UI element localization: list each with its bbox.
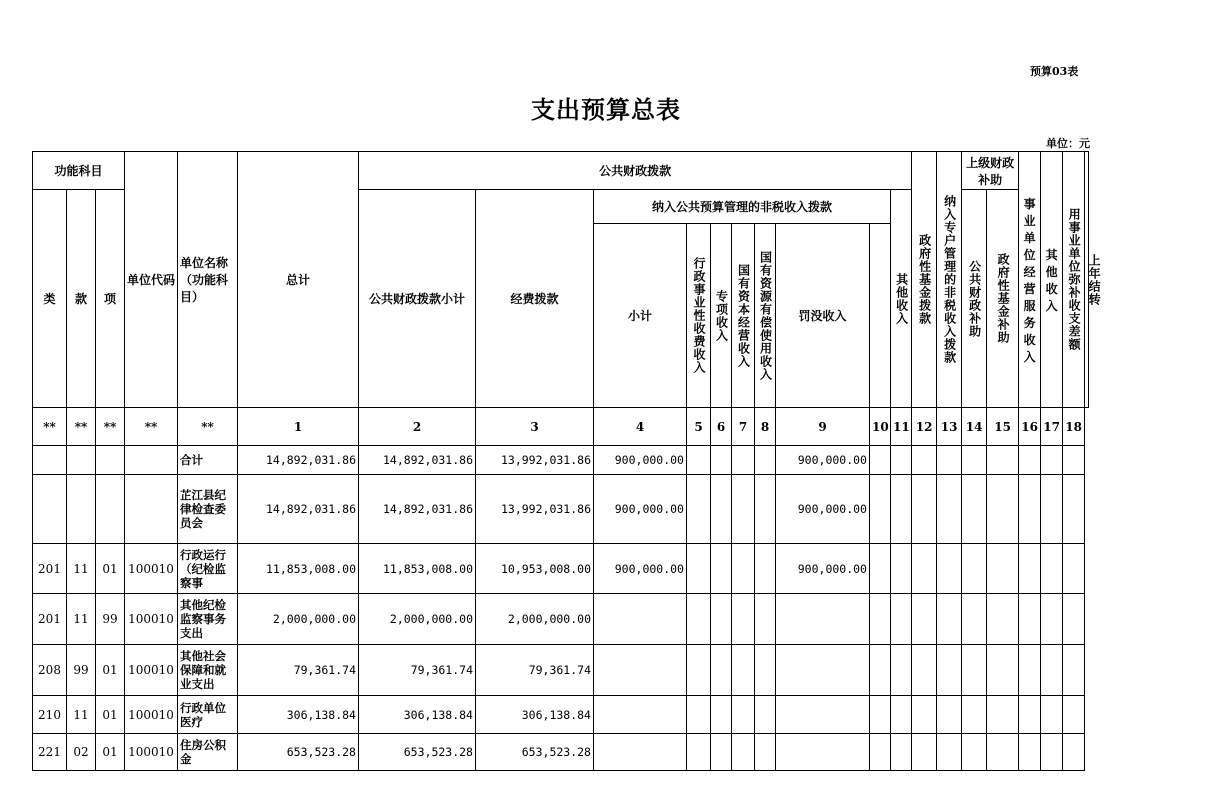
public-subsidy-cell xyxy=(937,734,962,771)
total-header: 总计 xyxy=(238,152,359,408)
deficit-header xyxy=(1063,152,1085,408)
special-nontax-cell xyxy=(912,594,937,645)
xiang-header: 项 xyxy=(96,190,125,408)
penalty-cell: 900,000.00 xyxy=(776,475,870,544)
lei-cell: 201 xyxy=(33,544,67,594)
carryover-label: 上年结转 xyxy=(1087,253,1102,306)
other-income-cell xyxy=(870,645,891,696)
public-subsidy-cell xyxy=(937,475,962,544)
other-cell xyxy=(1019,544,1041,594)
admin-fee-cell xyxy=(687,734,711,771)
gov-fund-cell xyxy=(891,734,912,771)
funding-cell: 10,953,008.00 xyxy=(476,544,594,594)
public-subsidy-header xyxy=(962,190,987,408)
gov-fund-subsidy-cell xyxy=(962,544,987,594)
page-title: 支出预算总表 xyxy=(531,95,681,124)
index-cell: 6 xyxy=(711,408,732,446)
funding-cell: 653,523.28 xyxy=(476,734,594,771)
business-cell xyxy=(987,475,1019,544)
pf-subtotal-cell: 11,853,008.00 xyxy=(359,544,476,594)
code-cell xyxy=(125,475,178,544)
state-capital-cell xyxy=(732,734,755,771)
state-resource-cell xyxy=(755,696,776,734)
state-resource-cell xyxy=(755,446,776,475)
carryover-cell xyxy=(1063,446,1085,475)
deficit-label: 用事业单位弥补收支差额 xyxy=(1067,208,1082,351)
business-cell xyxy=(987,696,1019,734)
code-cell: 100010 xyxy=(125,734,178,771)
penalty-cell xyxy=(776,734,870,771)
table-row xyxy=(33,594,1089,645)
index-cell: 3 xyxy=(476,408,594,446)
state-capital-cell xyxy=(732,475,755,544)
penalty-cell xyxy=(776,594,870,645)
business-header: 事业单位经营服务收入 xyxy=(1019,152,1041,408)
other-income-cell xyxy=(870,734,891,771)
gov-fund-subsidy-cell xyxy=(962,446,987,475)
total-cell: 11,853,008.00 xyxy=(238,544,359,594)
special-nontax-cell xyxy=(912,544,937,594)
other-cell xyxy=(1019,645,1041,696)
deficit-cell xyxy=(1041,696,1063,734)
index-cell: 8 xyxy=(755,408,776,446)
code-cell xyxy=(125,446,178,475)
gov-fund-label: 政府性基金拨款 xyxy=(917,234,932,325)
gov-fund-cell xyxy=(891,645,912,696)
index-cell: 7 xyxy=(732,408,755,446)
name-cell: 其他社会保障和就业支出 xyxy=(178,645,238,696)
penalty-cell xyxy=(776,696,870,734)
lei-header: 类 xyxy=(33,190,67,408)
special-nontax-cell xyxy=(912,734,937,771)
lei-cell: 221 xyxy=(33,734,67,771)
table-row xyxy=(33,645,1089,696)
admin-fee-label: 行政事业性收费收入 xyxy=(692,257,706,374)
business-cell xyxy=(987,645,1019,696)
total-cell: 14,892,031.86 xyxy=(238,475,359,544)
index-cell: 12 xyxy=(912,408,937,446)
gov-fund-cell xyxy=(891,446,912,475)
gov-fund-cell xyxy=(891,544,912,594)
func-subject-header: 功能科目 xyxy=(33,152,125,190)
xiang-cell: 01 xyxy=(96,734,125,771)
other-income-cell xyxy=(870,475,891,544)
state-resource-cell xyxy=(755,645,776,696)
funding-cell: 2,000,000.00 xyxy=(476,594,594,645)
state-resource-label: 国有资源有偿使用收入 xyxy=(758,250,773,381)
funding-cell: 13,992,031.86 xyxy=(476,475,594,544)
admin-fee-cell xyxy=(687,446,711,475)
name-cell: 行政单位医疗 xyxy=(178,696,238,734)
index-cell: ** xyxy=(178,408,238,446)
gov-fund-cell xyxy=(891,594,912,645)
gov-fund-subsidy-label: 政府性基金补助 xyxy=(996,253,1011,344)
index-cell: 10 xyxy=(870,408,891,446)
public-subsidy-cell xyxy=(937,544,962,594)
index-cell: 14 xyxy=(962,408,987,446)
funding-cell: 13,992,031.86 xyxy=(476,446,594,475)
index-cell: 18 xyxy=(1063,408,1085,446)
kuan-header: 款 xyxy=(67,190,96,408)
name-cell: 行政运行（纪检监察事 xyxy=(178,544,238,594)
lei-cell xyxy=(33,446,67,475)
pf-subtotal-header: 公共财政拨款小计 xyxy=(359,190,476,408)
special-nontax-header xyxy=(937,152,962,408)
lei-cell xyxy=(33,475,67,544)
nt-subtotal-cell: 900,000.00 xyxy=(594,446,687,475)
deficit-cell xyxy=(1041,475,1063,544)
name-cell: 芷江县纪律检查委员会 xyxy=(178,475,238,544)
business-cell xyxy=(987,446,1019,475)
gov-fund-cell xyxy=(891,475,912,544)
pf-subtotal-cell: 14,892,031.86 xyxy=(359,475,476,544)
header-row-1 xyxy=(33,152,1089,190)
table-row xyxy=(33,446,1089,475)
admin-fee-header xyxy=(687,224,711,408)
nt-subtotal-header: 小计 xyxy=(594,224,687,408)
index-cell: 5 xyxy=(687,408,711,446)
state-capital-cell xyxy=(732,645,755,696)
index-cell: ** xyxy=(125,408,178,446)
special-cell xyxy=(711,446,732,475)
nt-subtotal-cell xyxy=(594,645,687,696)
name-cell: 住房公积金 xyxy=(178,734,238,771)
kuan-cell: 11 xyxy=(67,544,96,594)
carryover-header xyxy=(1085,152,1102,408)
table-row xyxy=(33,696,1089,734)
other-cell xyxy=(1019,475,1041,544)
other-income-label: 其他收入 xyxy=(894,272,909,325)
lei-cell: 210 xyxy=(33,696,67,734)
index-cell: 9 xyxy=(776,408,870,446)
special-nontax-cell xyxy=(912,475,937,544)
carryover-cell xyxy=(1063,594,1085,645)
other-income-cell xyxy=(870,544,891,594)
index-cell: 11 xyxy=(891,408,912,446)
gov-fund-subsidy-cell xyxy=(962,696,987,734)
lei-cell: 208 xyxy=(33,645,67,696)
unit-code-header: 单位代码 xyxy=(125,152,178,408)
state-resource-cell xyxy=(755,544,776,594)
index-row xyxy=(33,408,1089,446)
other-income-cell xyxy=(870,594,891,645)
index-cell: 16 xyxy=(1019,408,1041,446)
other-header: 其他收入 xyxy=(1041,152,1063,408)
penalty-cell: 900,000.00 xyxy=(776,446,870,475)
nt-subtotal-cell: 900,000.00 xyxy=(594,475,687,544)
pf-subtotal-cell: 14,892,031.86 xyxy=(359,446,476,475)
xiang-cell: 01 xyxy=(96,696,125,734)
special-nontax-cell xyxy=(912,696,937,734)
total-cell: 79,361.74 xyxy=(238,645,359,696)
index-cell: 13 xyxy=(937,408,962,446)
state-capital-cell xyxy=(732,446,755,475)
state-capital-header xyxy=(732,224,755,408)
deficit-cell xyxy=(1041,645,1063,696)
index-cell: ** xyxy=(96,408,125,446)
table-row xyxy=(33,544,1089,594)
kuan-cell: 99 xyxy=(67,645,96,696)
special-cell xyxy=(711,734,732,771)
gov-fund-header xyxy=(912,152,937,408)
state-capital-cell xyxy=(732,594,755,645)
state-capital-cell xyxy=(732,544,755,594)
penalty-cell xyxy=(776,645,870,696)
public-subsidy-label: 公共财政补助 xyxy=(967,259,982,338)
unit-label: 单位：元 xyxy=(1046,137,1090,150)
superior-header: 上级财政补助 xyxy=(962,152,1019,190)
xiang-cell: 01 xyxy=(96,645,125,696)
total-cell: 14,892,031.86 xyxy=(238,446,359,475)
other-cell xyxy=(1019,446,1041,475)
gov-fund-subsidy-header xyxy=(987,190,1019,408)
penalty-cell: 900,000.00 xyxy=(776,544,870,594)
business-cell xyxy=(987,544,1019,594)
pf-subtotal-cell: 306,138.84 xyxy=(359,696,476,734)
kuan-cell: 11 xyxy=(67,594,96,645)
kuan-cell xyxy=(67,446,96,475)
other-income-cell xyxy=(870,696,891,734)
code-cell: 100010 xyxy=(125,544,178,594)
special-nontax-cell xyxy=(912,645,937,696)
carryover-cell xyxy=(1063,475,1085,544)
funding-header: 经费拨款 xyxy=(476,190,594,408)
gov-fund-cell xyxy=(891,696,912,734)
form-number: 预算03表 xyxy=(1030,65,1079,78)
business-cell xyxy=(987,594,1019,645)
nt-subtotal-cell: 900,000.00 xyxy=(594,544,687,594)
name-cell: 合计 xyxy=(178,446,238,475)
special-nontax-cell xyxy=(912,446,937,475)
special-cell xyxy=(711,645,732,696)
admin-fee-cell xyxy=(687,594,711,645)
admin-fee-cell xyxy=(687,645,711,696)
budget-table xyxy=(32,151,1102,771)
nt-subtotal-cell xyxy=(594,594,687,645)
special-cell xyxy=(711,544,732,594)
code-cell: 100010 xyxy=(125,645,178,696)
code-cell: 100010 xyxy=(125,594,178,645)
special-cell xyxy=(711,696,732,734)
kuan-cell xyxy=(67,475,96,544)
kuan-cell: 11 xyxy=(67,696,96,734)
index-cell: 15 xyxy=(987,408,1019,446)
special-cell xyxy=(711,594,732,645)
deficit-cell xyxy=(1041,446,1063,475)
public-subsidy-cell xyxy=(937,645,962,696)
admin-fee-cell xyxy=(687,475,711,544)
deficit-cell xyxy=(1041,594,1063,645)
deficit-cell xyxy=(1041,544,1063,594)
total-cell: 306,138.84 xyxy=(238,696,359,734)
state-resource-cell xyxy=(755,734,776,771)
xiang-cell xyxy=(96,446,125,475)
index-cell: 4 xyxy=(594,408,687,446)
state-capital-label: 国有资本经营收入 xyxy=(736,263,751,368)
lei-cell: 201 xyxy=(33,594,67,645)
deficit-cell xyxy=(1041,734,1063,771)
xiang-cell: 01 xyxy=(96,544,125,594)
penalty-header: 罚没收入 xyxy=(776,224,870,408)
index-cell: 2 xyxy=(359,408,476,446)
carryover-cell xyxy=(1063,696,1085,734)
carryover-cell xyxy=(1063,734,1085,771)
pf-subtotal-cell: 653,523.28 xyxy=(359,734,476,771)
carryover-cell xyxy=(1063,544,1085,594)
other-cell xyxy=(1019,734,1041,771)
nt-subtotal-cell xyxy=(594,696,687,734)
special-cell xyxy=(711,475,732,544)
other-income-cell xyxy=(870,446,891,475)
nontax-header: 纳入公共预算管理的非税收入拨款 xyxy=(594,190,891,224)
special-header xyxy=(711,224,732,408)
public-subsidy-cell xyxy=(937,594,962,645)
index-cell: ** xyxy=(67,408,96,446)
code-cell: 100010 xyxy=(125,696,178,734)
other-income-header xyxy=(891,190,912,408)
gov-fund-subsidy-cell xyxy=(962,645,987,696)
state-resource-cell xyxy=(755,594,776,645)
table-row xyxy=(33,475,1089,544)
pf-subtotal-cell: 2,000,000.00 xyxy=(359,594,476,645)
table-row xyxy=(33,734,1089,771)
kuan-cell: 02 xyxy=(67,734,96,771)
name-cell: 其他纪检监察事务支出 xyxy=(178,594,238,645)
xiang-cell xyxy=(96,475,125,544)
special-nontax-label: 纳入专户管理的非税收入拨款 xyxy=(942,195,957,364)
public-subsidy-cell xyxy=(937,446,962,475)
nt-subtotal-cell xyxy=(594,734,687,771)
total-cell: 2,000,000.00 xyxy=(238,594,359,645)
xiang-cell: 99 xyxy=(96,594,125,645)
other-cell xyxy=(1019,594,1041,645)
other-cell xyxy=(1019,696,1041,734)
index-cell: 1 xyxy=(238,408,359,446)
admin-fee-cell xyxy=(687,696,711,734)
gov-fund-subsidy-cell xyxy=(962,594,987,645)
index-cell: 17 xyxy=(1041,408,1063,446)
public-subsidy-cell xyxy=(937,696,962,734)
index-cell: ** xyxy=(33,408,67,446)
state-capital-cell xyxy=(732,696,755,734)
pf-subtotal-cell: 79,361.74 xyxy=(359,645,476,696)
funding-cell: 79,361.74 xyxy=(476,645,594,696)
funding-cell: 306,138.84 xyxy=(476,696,594,734)
state-resource-header xyxy=(755,224,776,408)
gov-fund-subsidy-cell xyxy=(962,734,987,771)
gov-fund-subsidy-cell xyxy=(962,475,987,544)
business-cell xyxy=(987,734,1019,771)
carryover-cell xyxy=(1063,645,1085,696)
unit-name-header: 单位名称（功能科目） xyxy=(178,152,238,408)
special-label: 专项收入 xyxy=(714,289,729,342)
total-cell: 653,523.28 xyxy=(238,734,359,771)
state-resource-cell xyxy=(755,475,776,544)
public-finance-header: 公共财政拨款 xyxy=(359,152,912,190)
admin-fee-cell xyxy=(687,544,711,594)
